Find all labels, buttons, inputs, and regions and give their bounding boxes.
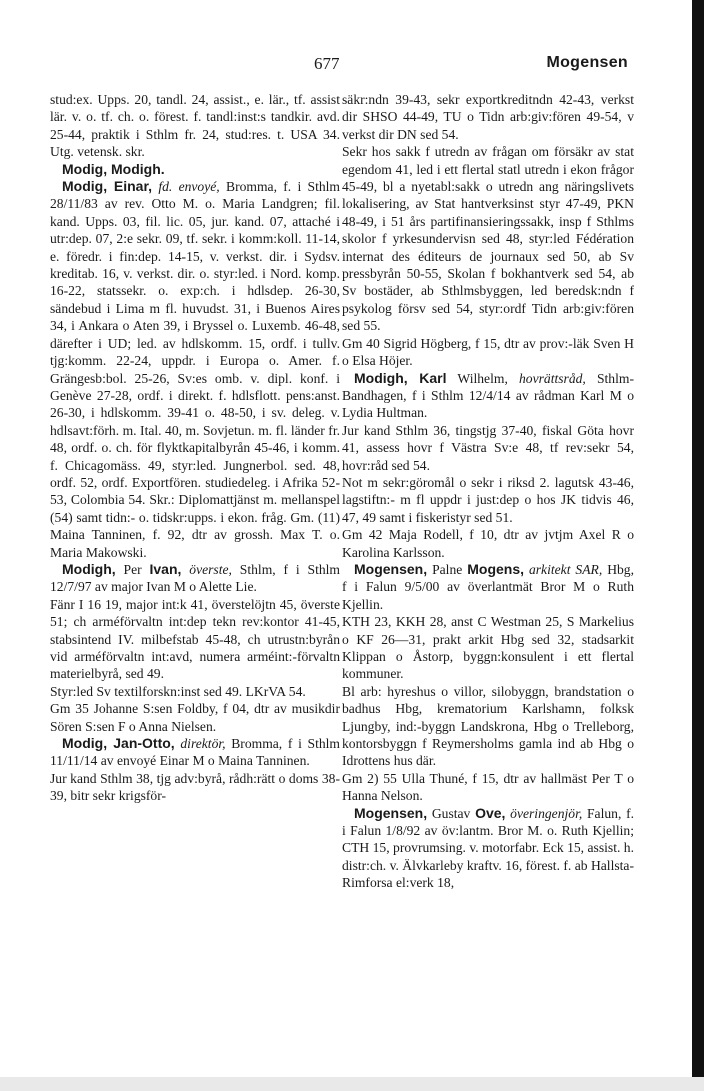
entry-career: Jur kand Sthlm 36, tingstjg 37-40, fiskal Göta hovr 41, assess hovr f Västra Sv:e 48, tf rev:sekr 54, hovr:råd sed 54. [342,422,634,473]
scan-edge-bottom [0,1077,704,1091]
entry-name: Modigh, Karl [354,369,447,386]
entry-given-name: Wilhelm, [457,370,508,386]
entry-title: direktör, [180,736,226,752]
entry-called-name: Ivan, [149,560,182,577]
page-number: 677 [314,54,340,73]
entry-marriage: Gm 40 Sigrid Högberg, f 15, dtr av prov:-läk Sven H o Elsa Höjer. [342,335,634,369]
entry-name: Mogensen, [354,804,428,821]
entry-modig-einar [50,178,340,561]
family-heading: Modig, Modigh. [62,160,165,177]
entry-name: Modig, Einar, [62,178,153,195]
entry-title: hovrättsråd, [518,370,586,386]
entry-text: Sthlm-Bandhagen, f i Sthlm 12/4/14 av rådman Karl M o Lydia Hultman. [342,370,634,421]
entry-marriage: Gm 42 Maja Rodell, f 10, dtr av jvtjm Axel R o Karolina Karlsson. [342,527,634,560]
entry-text: Bromma, f. i Sthlm 28/11/83 av rev. Otto M. o. Maria Landgren; fil. kand. Upps. 03, fil. lic. 05, jur. kand. 07, attaché i utr:dep. 07, 2:e sekr. 09, tf. sekr. i komm:koll. 11-14, e. föredr. i fin:dep. 14-15, v. verkst. dir. i Sydsv. kreditab. 16, v. verkst. dir. o. styr:led. i Nord. komp. 16-22, statssekr. o. exp:ch. i hdlsdep. 26-30, sändebud i Lima m fl. huvudst. 31, i Buenos Aires 34, i Ankara o Aten 39, i Bryssel o. Luxemb. 46-48, därefter i UD; led. av hdlskomm. 15, ordf. i tullv. tjg:komm. 22-24, uppdr. i Europa o. Amer. f. Grängesb:bol. 25-26, Sv:es omb. v. dipl. konf. i Genève 27-28, ordf. i direkt. f. hdlsflott. pens:anst. 26-30, i hdlskomm. 39-41 o. 48-50, i sv. deleg. v. hdlsavt:förh. m. Ital. 40, m. Sovjetun. m. fl. länder fr. 48, ordf. o. ch. för flyktkapitalbyrån 45-46, i komm. f. Chicagomäss. 49, styr:led. Jungnerbol. sed. 48, ordf. 52, ordf. Exportfören. studiedeleg. i Afrika 52-53, Colombia 54. Skr.: Diplomattjänst m. mellanspel (54) samt tidn:- o. tidskr:upps. i ekon. fråg. Gm. (11) Maina Tanninen, f. 92, dtr av grossh. Max T. o. Maria Makowski. [50,179,341,560]
entry-career: KTH 23, KKH 28, anst C Westman 25, S Markelius o KF 26—31, prakt arkit Hbg sed 32, stadsarkit Klippan o Åstorp, byggn:konsulent i ett flertal kommuner. [342,614,634,682]
entry-called-name: Mogens, [467,560,525,577]
left-column [50,91,340,805]
entry-text: Bromma, f i Sthlm 11/11/14 av envoyé Einar M o Maina Tanninen. [50,736,340,769]
entry-career: Jur kand Sthlm 38, tjg adv:byrå, rådh:rätt o doms 38-39, bitr sekr krigsför- [50,770,340,804]
entry-given-name: Gustav [431,805,471,821]
entry-modig-jan-otto [50,735,340,770]
entry-called-name: Ove, [475,804,506,821]
entry-offices: Not m sekr:göromål o sekr i riksd 2. lagutsk 43-46, lagstiftn:- m fl uppdr i just:dep o hos JK tidvis 46, 47, 49 samt i fiskeristyr sed 51. [342,474,634,525]
entry-continuation: säkr:ndn 39-43, sekr exportkreditndn 42-43, verkst dir SHSO 44-49, TU o Tidn arb:giv:fören 49-54, v verkst dir DN sed 54. [342,92,634,142]
entry-offices: Sekr hos sakk f utredn av frågan om försäkr av stat egendom 41, led i ett flertal statl utredn i ekon frågor 45-49, bl a nyetabl:sakk o utredn ang näringslivets lokalisering, av Stat hantverksinst styr 47-49, PKN 48-49, i 51 års partifinansieringssakk, insp f Sthlms skolor f yrkesundervisn sed 48, styr:led Fédération internat des éditeurs de journaux sed 50, ab Sv pressbyrån 50-55, Skolan f bokhantverk sed 54, ab Sv bostäder, ab Sthlmsbyggen, led beredsk:ndn f psykolog försv sed 54, styr:ordf Tidn arb:giv:fören sed 55. [342,144,634,334]
entry-mogensen-palne [342,561,634,613]
entry-name: Modigh, [62,560,116,577]
entry-title: överingenjör, [510,805,583,821]
entry-title: överste, [189,561,232,577]
entry-marriage: Gm 2) 55 Ulla Thuné, f 15, dtr av hallmäst Per T o Hanna Nelson. [342,770,634,804]
page-header [0,46,692,76]
entry-name: Mogensen, [354,560,428,577]
entry-modigh-karl [342,370,634,422]
entry-mogensen-ove [342,805,634,892]
entry-continuation: stud:ex. Upps. 20, tandl. 24, assist., e. lär., tf. assist lär. v. o. tf. ch. o. förest. f. tandl:inst:s tandkir. avd. 25-44, praktik i Sthlm fr. 24, stud:res. t. USA 34. Utg. vetensk. skr. [50,92,340,160]
entry-given-name: Per [123,561,142,577]
right-column [342,91,634,892]
entry-marriage: Gm 35 Johanne S:sen Foldby, f 04, dtr av musikdir Sören S:sen F o Anna Nielsen. [50,701,340,734]
entry-title: arkitekt SAR, [528,561,603,577]
scan-edge-right [692,0,704,1091]
entry-offices: Styr:led Sv textilforskn:inst sed 49. LKrVA 54. [50,683,306,699]
entry-career: Fänr I 16 19, major int:k 41, överstelöjtn 45, överste 51; ch arméförvaltn int:dep tekn rev:kontor 41-45, stabsintend IV. milbefstab 45-48, ch utrustn:byrån vid arméförvaltn int:avd, numera arméint:-förvaltn materielbyrå, sed 49. [50,596,340,682]
entry-name: Modig, Jan-Otto, [62,735,175,752]
entry-title: fd. envoyé, [158,179,220,195]
running-head: Mogensen [546,54,628,71]
entry-text: Falun, f. i Falun 1/8/92 av öv:lantm. Bror M. o. Ruth Kjellin; CTH 15, provrumsing. v. motorfabr. Eck 15, assist. h. distr:ch. v. Älvkarleby kraftv. 16, förest. f. ab Hallsta-Rimforsa el:verk 18, [342,805,634,891]
entry-text: Hbg, f i Falun 9/5/00 av överlantmät Bror M o Ruth Kjellin. [342,561,634,612]
entry-given-name: Palne [432,561,463,577]
entry-works: Bl arb: hyreshus o villor, silobyggn, brandstation o badhus Hbg, krematorium Karlshamn, folksk Ljungby, ind:-byggn Landskrona, Hbg o Trelleborg, kontorsbyggn f Reymersholms gamla ind ab Hbg o Idrottens hus där. [342,683,634,769]
entry-text: Sthlm, f i Sthlm 12/7/97 av major Ivan M o Alette Lie. [50,561,340,595]
entry-modigh-ivan [50,561,340,596]
